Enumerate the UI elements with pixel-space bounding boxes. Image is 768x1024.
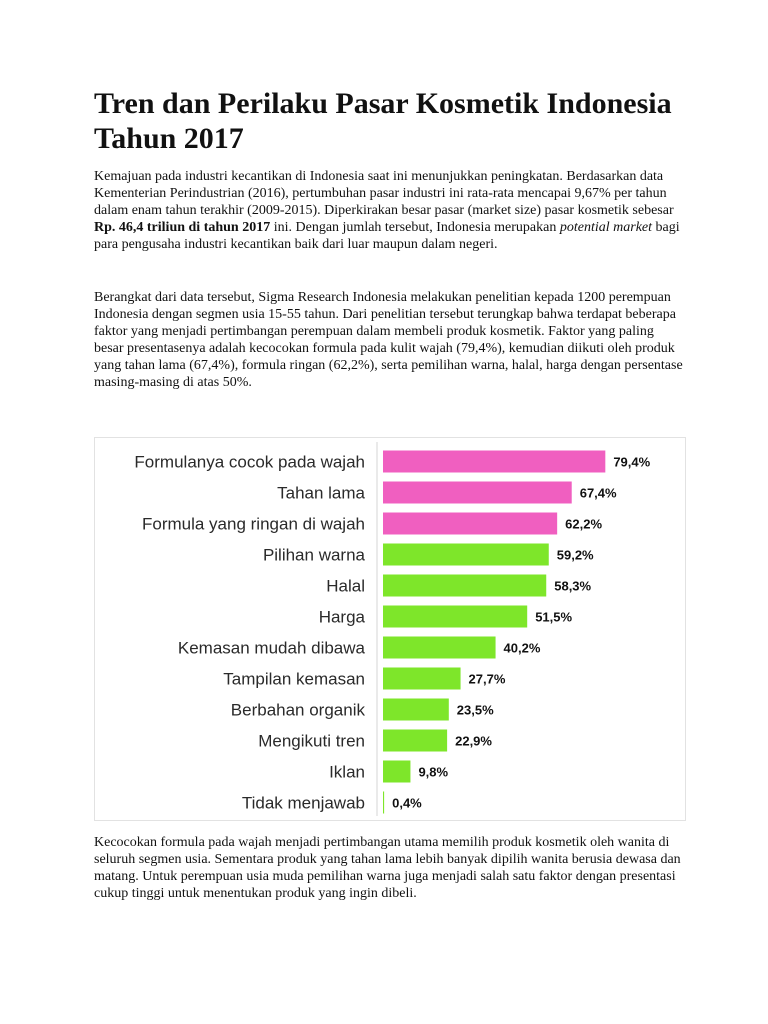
bar — [383, 792, 384, 814]
intro-text-1: Kemajuan pada industri kecantikan di Indonesia saat ini menunjukkan peningkatan. Berdasarkan data Kementerian Perindustrian (2016), pertumbuhan pasar industri ini rata-rata mencapai 9,67% per tahun dalam enam tahun terakhir (2009-2015). Diperkirakan besar pasar (market size) pasar kosmetik sebesar — [94, 169, 674, 218]
category-label: Pilihan warna — [262, 545, 365, 565]
value-label: 59,2% — [556, 547, 594, 563]
research-paragraph: Berangkat dari data tersebut, Sigma Research Indonesia melakukan penelitian kepada 1200 perempuan Indonesia dengan segmen usia 15-55 tahun. Dari penelitian tersebut terungkap bahwa terdapat beberapa faktor yang menjadi pertimbangan perempuan dalam membeli produk kosmetik. Faktor yang paling besar presentasenya adalah kecocokan formula pada kulit wajah (79,4%), kemudian diikuti oleh produk yang tahan lama (67,4%), formula ringan (62,2%), serta pemilihan warna, halal, harga dengan persentase masing-masing di atas 50%. — [94, 290, 683, 390]
value-label: 79,4% — [613, 454, 651, 470]
intro-text-3: bagi para pengusaha industri kecantikan baik dari luar maupun dalam negeri. — [94, 220, 680, 252]
category-label: Formula yang ringan di wajah — [141, 514, 365, 534]
bar — [383, 482, 572, 504]
value-label: 58,3% — [554, 578, 592, 594]
category-label: Mengikuti tren — [258, 731, 365, 751]
market-size-highlight: Rp. 46,4 triliun di tahun 2017 — [94, 220, 271, 235]
bar — [383, 668, 461, 690]
category-label: Kemasan mudah dibawa — [177, 638, 365, 658]
bar — [383, 761, 410, 783]
category-label: Tahan lama — [277, 483, 365, 503]
bar — [383, 637, 496, 659]
bar — [383, 513, 557, 535]
category-label: Formulanya cocok pada wajah — [134, 452, 365, 472]
category-label: Berbahan organik — [230, 700, 365, 720]
value-label: 62,2% — [565, 516, 603, 532]
value-label: 9,8% — [418, 764, 449, 780]
potential-market-term: potential market — [559, 220, 653, 235]
value-label: 23,5% — [456, 702, 494, 718]
bar — [383, 730, 447, 752]
bar — [383, 606, 527, 628]
value-label: 0,4% — [392, 795, 422, 811]
value-label: 27,7% — [468, 671, 506, 687]
purchase-factors-chart — [94, 437, 686, 821]
category-label: Iklan — [329, 762, 365, 782]
bar — [383, 451, 605, 473]
category-label: Tidak menjawab — [241, 793, 365, 813]
value-label: 22,9% — [455, 733, 492, 749]
bar-chart-svg — [95, 438, 687, 822]
value-label: 40,2% — [503, 640, 541, 656]
bar — [383, 544, 549, 566]
category-label: Harga — [318, 607, 365, 627]
bar — [383, 699, 449, 721]
category-label: Halal — [326, 576, 365, 596]
conclusion-paragraph: Kecocokan formula pada wajah menjadi pertimbangan utama memilih produk kosmetik oleh wanita di seluruh segmen usia. Sementara produk yang tahan lama lebih banyak dipilih wanita berusia dewasa dan matang. Untuk perempuan usia muda pemilihan warna juga menjadi salah satu faktor dengan presentasi cukup tinggi untuk menentukan produk yang ingin dibeli. — [94, 835, 681, 901]
value-label: 67,4% — [579, 485, 617, 501]
intro-text-2: ini. Dengan jumlah tersebut, Indonesia merupakan — [270, 220, 560, 235]
value-label: 51,5% — [535, 609, 573, 625]
bar — [383, 575, 546, 597]
intro-paragraph — [94, 168, 684, 253]
page-title: Tren dan Perilaku Pasar Kosmetik Indonesia Tahun 2017 — [94, 87, 672, 155]
category-label: Tampilan kemasan — [223, 669, 365, 689]
